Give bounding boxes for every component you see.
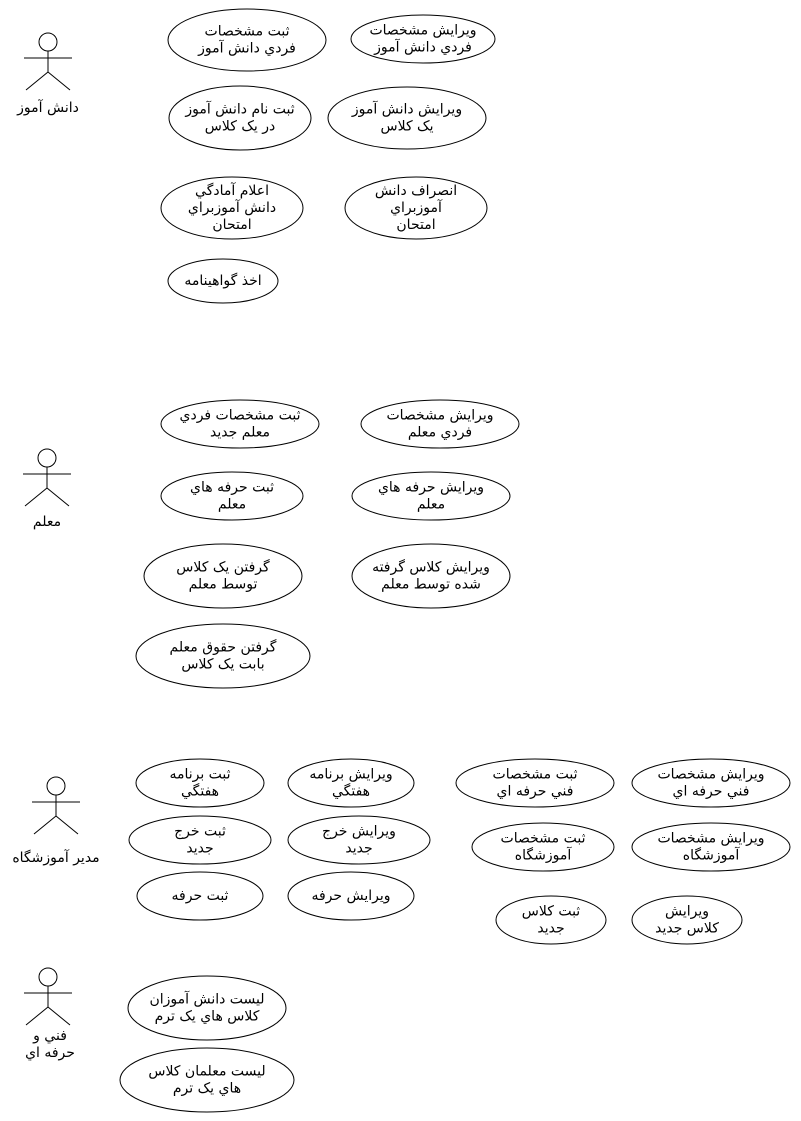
use-case-uc10[interactable] [161, 472, 303, 520]
use-case-label: معلم جديد [210, 424, 270, 441]
actor-figure-icon [24, 33, 72, 90]
use-case-label: گرفتن يک کلاس [176, 559, 270, 576]
use-case-label: ثبت مشخصات [204, 23, 290, 40]
use-case-uc11[interactable] [352, 472, 510, 520]
use-case-label: ليست معلمان کلاس [148, 1063, 266, 1080]
use-case-label: بابت يک کلاس [181, 656, 265, 673]
use-case-uc3[interactable] [169, 86, 311, 150]
use-case-uc6[interactable] [345, 177, 487, 239]
use-case-label: معلم [416, 496, 446, 513]
use-case-uc25[interactable] [496, 896, 606, 944]
use-case-label: فني حرفه اي [672, 783, 750, 800]
use-case-label: فردي دانش آموز [198, 40, 296, 57]
use-case-label: فردي معلم [407, 424, 473, 441]
use-case-uc16[interactable] [288, 759, 414, 807]
use-case-label: ويرايش حرفه [311, 888, 391, 904]
use-case-label: اخذ گواهينامه [184, 273, 262, 289]
use-case-label: جديد [345, 840, 373, 857]
use-case-uc4[interactable] [328, 87, 486, 149]
use-case-uc20[interactable] [288, 816, 430, 864]
use-case-label: ليست دانش آموزان [149, 991, 265, 1008]
use-case-uc21[interactable] [472, 823, 614, 871]
use-case-label: ويرايش حرفه هاي [377, 479, 485, 496]
use-case-label: ثبت مشخصات [500, 830, 586, 847]
use-case-label: جديد [186, 840, 214, 857]
use-case-label: اعلام آمادگي [195, 183, 269, 199]
use-case-label: يک کلاس [380, 118, 434, 135]
use-case-label: هفتگي [331, 783, 371, 800]
use-case-uc27[interactable] [128, 976, 286, 1040]
use-case-label: امتحان [212, 217, 252, 233]
use-case-uc28[interactable] [120, 1048, 294, 1112]
use-case-uc14[interactable] [136, 624, 310, 688]
use-case-label: دانش آموزبراي [187, 200, 277, 216]
actors [12, 33, 99, 1061]
use-case-label: ثبت حرفه هاي [190, 479, 274, 496]
use-case-uc15[interactable] [136, 759, 264, 807]
use-case-uc26[interactable] [632, 896, 742, 944]
use-case-uc23[interactable] [137, 872, 263, 920]
actor-figure-icon [32, 777, 80, 834]
actor-label: حرفه اي [25, 1045, 75, 1061]
use-case-label: ويرايش [664, 903, 710, 920]
use-case-label: ويرايش مشخصات [657, 766, 765, 783]
use-case-label: آموزشگاه [514, 847, 572, 864]
use-case-label: ثبت خرج [174, 823, 226, 840]
use-case-label: فني حرفه اي [496, 783, 574, 800]
use-case-label: ويرايش مشخصات [386, 407, 494, 424]
actor-manager [12, 777, 99, 866]
use-case-uc19[interactable] [129, 816, 271, 864]
use-case-label: معلم [217, 496, 247, 513]
use-case-label: ويرايش خرج [322, 823, 396, 840]
use-case-label: توسط معلم [188, 576, 258, 593]
use-case-label: گرفتن حقوق معلم [169, 639, 277, 656]
use-case-label: ويرايش مشخصات [369, 22, 477, 39]
use-case-label: در يک کلاس [204, 118, 276, 135]
use-case-uc13[interactable] [352, 544, 510, 608]
use-case-label: شده توسط معلم [381, 576, 481, 593]
use-case-label: ثبت حرفه [171, 888, 229, 904]
actor-label: فني و [33, 1028, 67, 1044]
use-case-label: ثبت مشخصات فردي [179, 407, 301, 424]
use-case-uc18[interactable] [632, 759, 790, 807]
use-case-label: ويرايش کلاس گرفته [372, 559, 490, 576]
use-case-uc5[interactable] [161, 177, 303, 239]
use-cases [120, 9, 790, 1112]
use-case-label: ويرايش برنامه [309, 766, 393, 783]
use-case-label: آموزشگاه [682, 847, 740, 864]
actor-label: معلم [32, 514, 62, 530]
actor-teacher [23, 449, 71, 530]
use-case-label: امتحان [396, 217, 436, 233]
use-case-label: کلاس هاي يک ترم [154, 1008, 260, 1025]
use-case-uc22[interactable] [632, 823, 790, 871]
use-case-label: ويرايش دانش آموز [351, 101, 463, 118]
use-case-uc17[interactable] [456, 759, 614, 807]
use-case-label: آموزبراي [390, 200, 442, 216]
actor-vocational [24, 968, 75, 1061]
use-case-uc1[interactable] [168, 9, 326, 71]
actor-label: مدير آموزشگاه [12, 850, 100, 866]
use-case-uc2[interactable] [351, 15, 495, 63]
use-case-uc24[interactable] [288, 872, 414, 920]
use-case-uc9[interactable] [361, 400, 519, 448]
use-case-label: انصراف دانش [374, 183, 458, 199]
use-case-label: کلاس جديد [655, 920, 719, 937]
use-case-label: فردي دانش آموز [374, 39, 472, 56]
use-case-label: هفتگي [180, 783, 220, 800]
use-case-label: ثبت برنامه [169, 766, 231, 783]
actor-figure-icon [23, 449, 71, 506]
use-case-uc7[interactable] [168, 259, 278, 303]
use-case-label: ثبت مشخصات [492, 766, 578, 783]
use-case-uc12[interactable] [144, 544, 302, 608]
actor-figure-icon [24, 968, 72, 1025]
use-case-label: هاي يک ترم [172, 1080, 242, 1097]
use-case-label: ثبت کلاس [521, 903, 581, 920]
use-case-label: ويرايش مشخصات [657, 830, 765, 847]
use-case-uc8[interactable] [161, 400, 319, 448]
actor-student [16, 33, 79, 116]
actor-label: دانش آموز [17, 100, 79, 116]
use-case-label: ثبت نام دانش آموز [185, 101, 295, 118]
use-case-label: جديد [537, 920, 565, 937]
